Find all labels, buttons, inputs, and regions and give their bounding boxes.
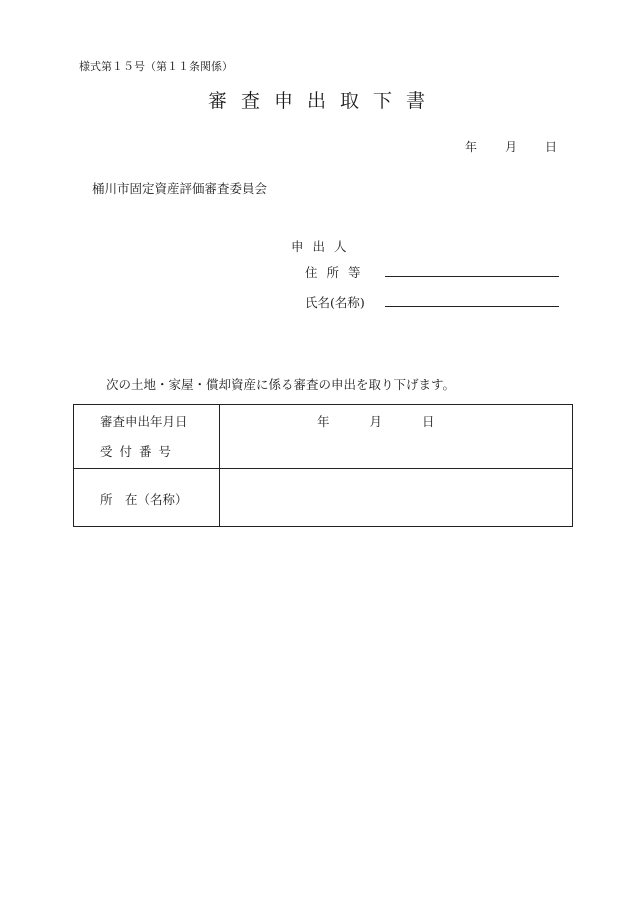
- application-info-table: [73, 404, 573, 527]
- table-column-divider: [219, 405, 220, 526]
- submission-date-line: [465, 138, 557, 155]
- date-month-label: 月: [505, 140, 518, 154]
- table-year-label: 年: [317, 414, 330, 429]
- date-day-label: 日: [545, 140, 558, 154]
- application-date-label: 審査申出年月日: [100, 414, 188, 429]
- form-number: 様式第１５号（第１１条関係）: [79, 60, 233, 73]
- table-day-label: 日: [422, 414, 435, 429]
- date-year-label: 年: [465, 140, 478, 154]
- receipt-number-label: 受付番号: [100, 444, 179, 459]
- name-label: 氏名(名称): [305, 295, 365, 310]
- applicant-label: 申出人: [291, 239, 356, 254]
- table-row-divider: [74, 468, 572, 469]
- address-label: 住所等: [305, 265, 370, 280]
- location-label: 所 在（名称）: [100, 492, 188, 507]
- document-title: 審査申出取下書: [208, 90, 440, 112]
- table-month-label: 月: [369, 414, 383, 429]
- addressee: 桶川市固定資産評価審査委員会: [92, 181, 268, 196]
- application-date-value[interactable]: [317, 412, 435, 430]
- withdrawal-notice: 次の土地・家屋・償却資産に係る審査の申出を取り下げます。: [106, 377, 456, 392]
- address-field-line[interactable]: [385, 276, 559, 277]
- name-field-line[interactable]: [385, 306, 559, 307]
